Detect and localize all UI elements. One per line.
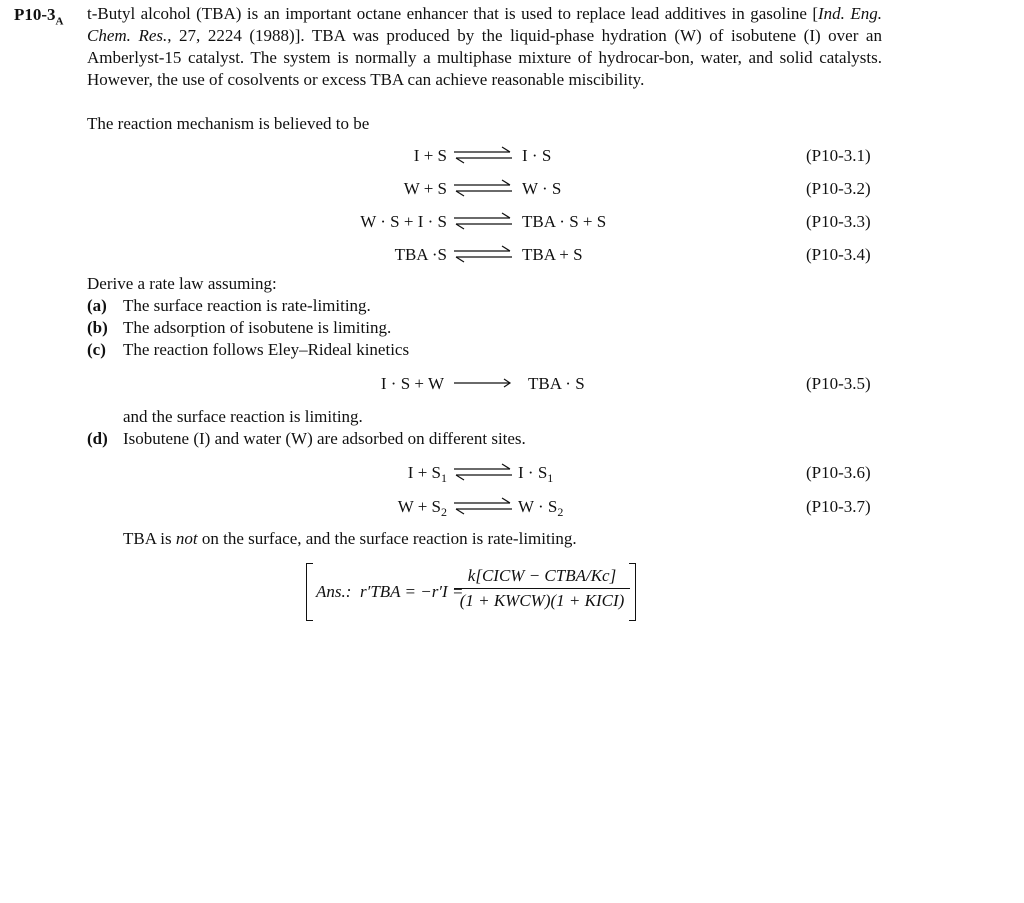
eq1-number: (P10-3.1) bbox=[806, 146, 871, 165]
eq7-lhs: $W + S_2$ bbox=[397, 497, 447, 519]
eq3-lhs: W · S + I · S bbox=[360, 212, 447, 231]
intro-citation: Ind. Eng. Chem. Res. bbox=[87, 4, 882, 45]
eq6-lhs: $I + S_1$ bbox=[407, 463, 447, 485]
part-d-marker: (d) bbox=[87, 429, 108, 448]
problem-intro bbox=[87, 3, 882, 91]
answer-bracket-right bbox=[629, 563, 636, 621]
part-c-marker: (c) bbox=[87, 340, 106, 359]
eq5-rhs: TBA · S bbox=[528, 374, 585, 393]
equilibrium-arrow-icon bbox=[452, 177, 514, 199]
part-a-text: The surface reaction is rate-limiting. bbox=[123, 296, 371, 315]
answer-denominator: (1 + KWCW)(1 + KICI) bbox=[459, 591, 625, 610]
eq1-rhs: I · S bbox=[522, 146, 552, 165]
eq4-lhs: TBA ·S bbox=[394, 245, 447, 264]
equilibrium-arrow-icon bbox=[452, 243, 514, 265]
eq5-number: (P10-3.5) bbox=[806, 374, 871, 393]
eq4-number: (P10-3.4) bbox=[806, 245, 871, 264]
intro-part1: t-Butyl alcohol (TBA) is an important octane enhancer that is used to replace lead additives in gasoline [ bbox=[87, 4, 818, 23]
eq4-rhs: TBA + S bbox=[522, 245, 583, 264]
eq3-rhs: TBA · S + S bbox=[522, 212, 607, 231]
equilibrium-arrow-icon bbox=[452, 144, 514, 166]
mechanism-intro: The reaction mechanism is believed to be bbox=[87, 114, 370, 133]
answer-numerator: k[CICW − CTBA/Kc] bbox=[467, 566, 617, 585]
answer-fraction bbox=[454, 565, 630, 612]
part-c-after: and the surface reaction is limiting. bbox=[123, 407, 363, 426]
eq7-number: (P10-3.7) bbox=[806, 497, 871, 516]
part-b bbox=[87, 317, 108, 339]
part-b-marker: (b) bbox=[87, 318, 108, 337]
eq1-lhs: I + S bbox=[413, 146, 447, 165]
answer-label: Ans.: bbox=[316, 582, 352, 601]
eq5-lhs: I · S + W bbox=[380, 374, 444, 393]
eq7-rhs: $W \cdot S_2$ bbox=[518, 497, 564, 519]
part-b-text: The adsorption of isobutene is limiting. bbox=[123, 318, 392, 337]
part-c bbox=[87, 339, 106, 361]
derive-heading: Derive a rate law assuming: bbox=[87, 274, 277, 293]
answer-bracket-left bbox=[306, 563, 313, 621]
eq6-number: (P10-3.6) bbox=[806, 463, 871, 482]
equilibrium-arrow-icon bbox=[452, 495, 514, 517]
fraction-bar bbox=[454, 588, 630, 589]
part-c-text: The reaction follows Eley–Rideal kinetics bbox=[123, 340, 410, 359]
eq2-number: (P10-3.2) bbox=[806, 179, 871, 198]
part-a bbox=[87, 295, 107, 317]
intro-part2: , 27, 2224 (1988)]. TBA was produced by the liquid-phase hydration (W) of isobutene (I) over an Amberlyst-15 catalyst. The system is normally a multiphase mixture of hydrocar-bon, water, and solid catalysts. However, the use of cosolvents or excess TBA can achieve reasonable miscibility. bbox=[87, 26, 882, 89]
part-d-text: Isobutene (I) and water (W) are adsorbed on different sites. bbox=[123, 429, 526, 448]
eq3-number: (P10-3.3) bbox=[806, 212, 871, 231]
equilibrium-arrow-icon bbox=[452, 210, 514, 232]
eq2-lhs: W + S bbox=[403, 179, 447, 198]
part-d bbox=[87, 428, 108, 450]
part-d-after: TBA is not on the surface, and the surface reaction is rate-limiting. bbox=[123, 529, 577, 548]
part-a-marker: (a) bbox=[87, 296, 107, 315]
eq6-rhs: $I \cdot S_1$ bbox=[518, 463, 554, 485]
right-arrow-icon bbox=[452, 372, 514, 394]
problem-label: $P10-3_A$ bbox=[14, 5, 64, 28]
answer-box bbox=[306, 563, 636, 623]
equilibrium-arrow-icon bbox=[452, 461, 514, 483]
eq2-rhs: W · S bbox=[522, 179, 562, 198]
answer-lhs: r′TBA = −r′I = bbox=[360, 582, 464, 601]
